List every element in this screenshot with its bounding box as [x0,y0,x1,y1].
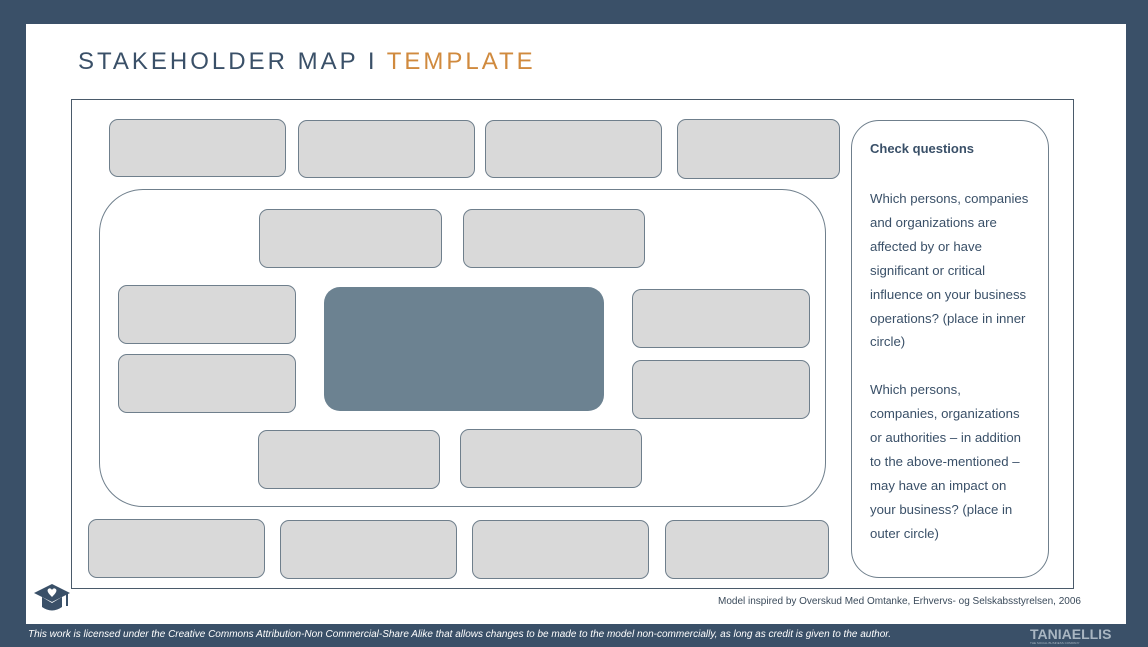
center-box[interactable] [324,287,604,411]
outer-box-top-1[interactable] [109,119,286,177]
page-title [78,48,536,76]
inner-box-top-right[interactable] [463,209,645,268]
outer-box-bottom-2[interactable] [280,520,457,579]
outer-box-top-3[interactable] [485,120,662,178]
inner-box-right-2[interactable] [632,360,810,419]
outer-box-bottom-4[interactable] [665,520,829,579]
source-credit: Model inspired by Overskud Med Omtanke, Erhvervs- og Selskabsstyrelsen, 2006 [718,596,1081,607]
title-main: STAKEHOLDER MAP I [78,48,387,75]
outer-box-bottom-1[interactable] [88,519,265,578]
outer-box-bottom-3[interactable] [472,520,649,579]
graduation-cap-heart-icon [32,582,72,618]
license-text: This work is licensed under the Creative Commons Attribution-Non Commercial-Share Alike that allows changes to be made to the model non-commercially, as long as credit is given to the author. [28,629,891,640]
inner-box-bottom-right[interactable] [460,429,642,488]
title-accent: TEMPLATE [386,48,536,75]
check-questions-panel [851,120,1049,578]
inner-box-left-1[interactable] [118,285,296,344]
inner-box-top-left[interactable] [259,209,442,268]
check-questions-heading: Check questions [870,141,975,156]
brand-logo: TANIAELLIS [1030,626,1112,642]
inner-box-right-1[interactable] [632,289,810,348]
inner-box-bottom-left[interactable] [258,430,440,489]
check-question-inner: Which persons, companies and organizations are affected by or have significant or critical influence on your business operations? (place in inner circle) [870,191,1029,350]
outer-box-top-4[interactable] [677,119,840,179]
slide [26,24,1126,624]
check-question-outer: Which persons, companies, organizations or authorities – in addition to the above-mentioned – may have an impact on your business? (place in outer circle) [870,382,1022,541]
inner-box-left-2[interactable] [118,354,296,413]
outer-box-top-2[interactable] [298,120,475,178]
brand-tagline: THE SOCIAL BUSINESS COMPANY [1030,641,1080,645]
